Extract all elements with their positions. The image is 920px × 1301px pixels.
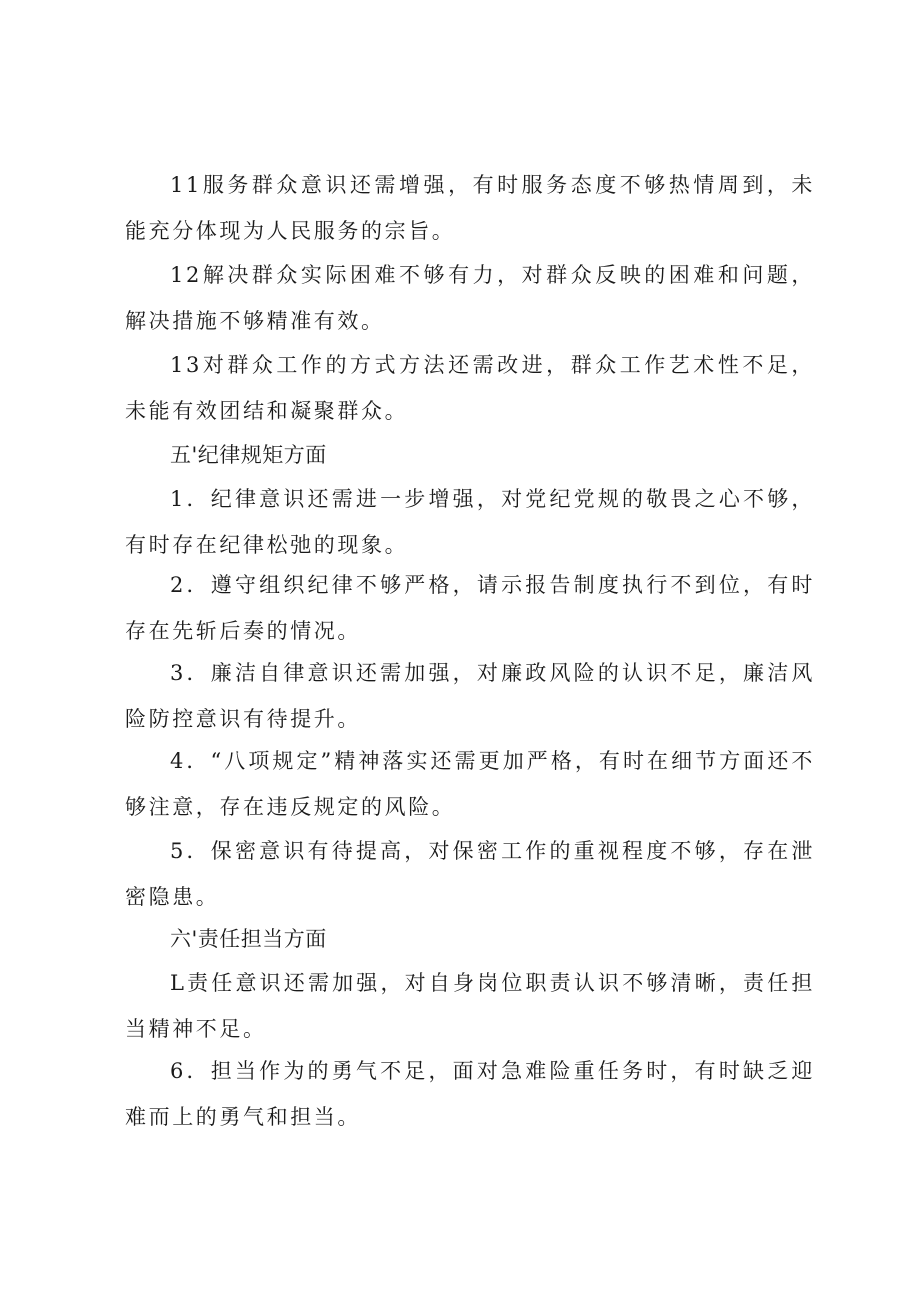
section-heading-discipline: 五'纪律规矩方面 — [170, 443, 327, 467]
paragraph-discipline-4: 4．“八项规定”精神落实还需更加严格，有时在细节方面还不够注意，存在违反规定的风险。 — [125, 749, 815, 819]
paragraph-discipline-3: 3．廉洁自律意识还需加强，对廉政风险的认识不足，廉洁风险防控意识有待提升。 — [125, 661, 815, 731]
paragraph-responsibility-6: 6．担当作为的勇气不足，面对急难险重任务时，有时缺乏迎难而上的勇气和担当。 — [125, 1059, 815, 1129]
paragraph-discipline-5: 5．保密意识有待提高，对保密工作的重视程度不够，存在泄密隐患。 — [125, 839, 815, 909]
section-heading-responsibility: 六'责任担当方面 — [170, 927, 327, 951]
paragraph-item-12: 12解决群众实际困难不够有力，对群众反映的困难和问题，解决措施不够精准有效。 — [125, 263, 815, 333]
paragraph-responsibility-1: L责任意识还需加强，对自身岗位职责认识不够清晰，责任担当精神不足。 — [125, 971, 815, 1041]
paragraph-item-13: 13对群众工作的方式方法还需改进，群众工作艺术性不足，未能有效团结和凝聚群众。 — [125, 353, 815, 423]
paragraph-discipline-2: 2．遵守组织纪律不够严格，请示报告制度执行不到位，有时存在先斩后奏的情况。 — [125, 573, 815, 643]
paragraph-item-11: 11服务群众意识还需增强，有时服务态度不够热情周到，未能充分体现为人民服务的宗旨。 — [125, 173, 815, 243]
paragraph-discipline-1: 1．纪律意识还需进一步增强，对党纪党规的敬畏之心不够，有时存在纪律松弛的现象。 — [125, 487, 815, 557]
